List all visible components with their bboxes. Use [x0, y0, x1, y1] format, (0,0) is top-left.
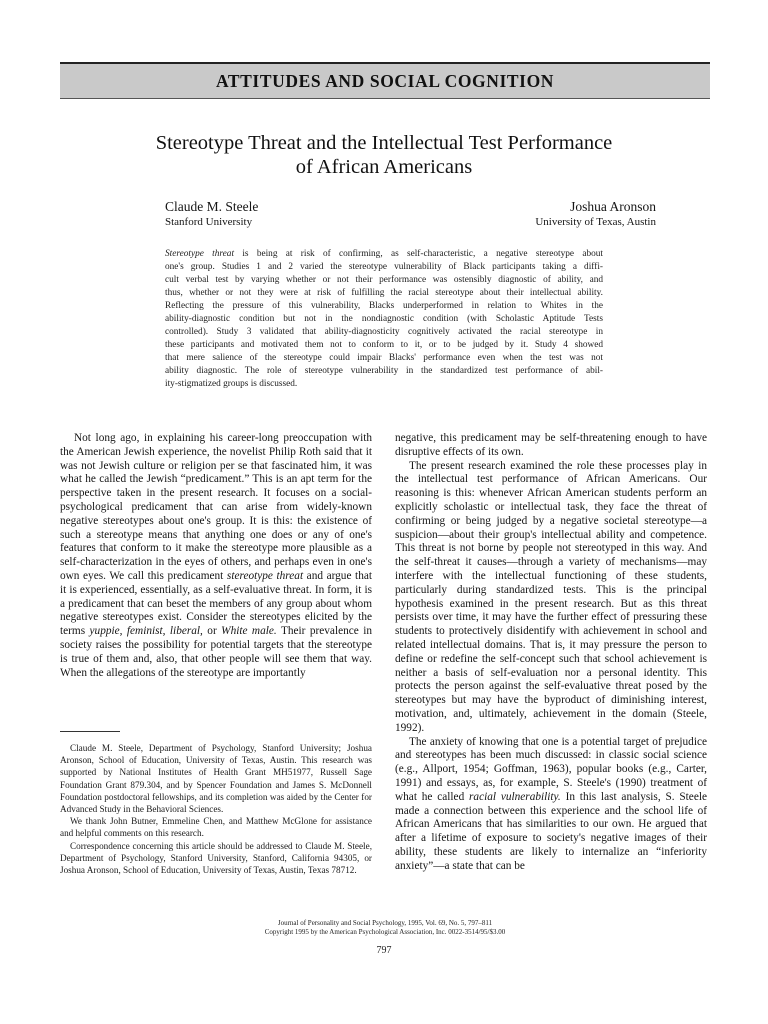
abstract-line: Reflecting the pressure of this vulnerability, Blacks underperformed in relation to Whites in the: [165, 301, 603, 311]
abstract-line: thus, whether or not they were at risk of fulfilling the racial stereotype about their intellectual ability.: [165, 288, 603, 298]
author-affiliation: University of Texas, Austin: [535, 216, 656, 228]
abstract-line: these participants and motivated them not to conform to it, or to be judged by it. Study 4 showed: [165, 340, 603, 350]
emphasis: racial vulnerability.: [469, 790, 561, 803]
footnote: We thank John Butner, Emmeline Chen, and Matthew McGlone for assistance and helpful comments on this research.: [60, 816, 372, 839]
article-title: [60, 131, 708, 179]
author-affiliation: Stanford University: [165, 216, 253, 228]
body-paragraph: The anxiety of knowing that one is a potential target of prejudice and stereotypes has been much discussed: in classic social science (e.g., Allport, 1954; Goffman, 1963), popular books (e.g., Carter, 1991) and essays, as, for example, S. Steele's (1990) treatment of what he called racial vulnerability. In this last analysis, S. Steele made a connection between this experience and the school life of African Americans that has similarities to our own. He argued that after a lifetime of exposure to society's negative images of their ability, these students are likely to internalize an “inferiority anxiety”—a state that can be: [395, 735, 707, 872]
page-number: 797: [376, 945, 392, 956]
abstract-line: ability-diagnostic condition but not in the nondiagnostic condition (with Scholastic Aptitude Tests: [165, 314, 603, 324]
body-paragraph: negative, this predicament may be self-threatening enough to have disruptive effects of its own.: [395, 432, 707, 458]
footnote-divider: [60, 731, 120, 732]
body-column-right: [395, 432, 707, 874]
abstract-line: ity-stigmatized groups is discussed.: [165, 379, 298, 389]
title-line-1: Stereotype Threat and the Intellectual Test Performance: [155, 132, 613, 154]
footnote: Correspondence concerning this article should be addressed to Claude M. Steele, Department of Psychology, Stanford University, Stanford, California 94305, or Joshua Aronson, School of Education, University of Texas, Austin, Texas 78712.: [60, 840, 372, 876]
footnotes: [60, 742, 372, 876]
section-heading: ATTITUDES AND SOCIAL COGNITION: [215, 71, 555, 91]
body-paragraph: Not long ago, in explaining his career-long preoccupation with the American Jewish experience, the novelist Philip Roth said that it was not Jewish culture or religion per se that fascinated him, it was what he called the Jewish “predicament.” This is an apt term for the perspective taken in the present research. It focuses on a social-psychological predicament that can arise from widely-known negative stereotypes about one's group. It is this: the existence of such a stereotype means that anything one does or any of one's features that conform to it make the stereotype more plausible as a self-characterization in the eyes of others, and perhaps even in one's own eyes. We call this predicament stereotype threat and argue that it is experienced, essentially, as a self-evaluative threat. In form, it is a predicament that can beset the members of any group about whom negative stereotypes exist. Consider the stereotypes elicited by the terms yuppie, feminist, liberal, or White male. Their prevalence in society raises the possibility for potential targets that the stereotype is true of them and, also, that other people will see them that way. When the allegations of the stereotype are importantly: [60, 432, 372, 679]
emphasis: stereotype threat: [226, 569, 304, 582]
footnote: Claude M. Steele, Department of Psychology, Stanford University; Joshua Aronson, School of Education, University of Texas, Austin. This research was supported by National Institutes of Health Grant MH51977, Russell Sage Foundation Grant 879.304, and by Spencer Foundation and James S. McDonnell Foundation postdoctoral fellowships, and its completion was aided by the Center for Advanced Study in the Behavioral Sciences.: [60, 743, 372, 815]
abstract-line: that mere salience of the stereotype could impair Blacks' performance even when the test was not: [165, 353, 603, 363]
abstract-line: cult verbal test by varying whether or not their performance was ostensibly diagnostic of ability, and: [165, 275, 603, 285]
body-column-left: [60, 432, 372, 680]
emphasis: White male.: [221, 625, 277, 638]
abstract-line: one's group. Studies 1 and 2 varied the stereotype vulnerability of Black participants taking a diffi-: [165, 262, 603, 272]
author-name: Claude M. Steele: [165, 199, 259, 214]
abstract-term: Stereotype threat: [165, 249, 235, 259]
author-block-2: [535, 199, 656, 229]
body-paragraph: The present research examined the role these processes play in the intellectual test performance of African Americans. Our reasoning is this: whenever African American students perform an explicitly scholastic or intellectual task, they face the threat of confirming or being judged by a negative societal stereotype—a suspicion—about their group's intellectual ability and competence. This threat is not borne by people not stereotyped in this way. And the self-threat it causes—through a variety of mechanisms—may interfere with the intellectual functioning of these students, particularly during standardized tests. This is the principal hypothesis examined in the present research. But as this threat persists over time, it may have the further effect of pressuring these students to protectively disidentify with achievement in school and related intellectual domains. That is, it may pressure the person to define or redefine the self-concept such that school achievement is neither a basis of self-evaluation nor a personal identity. This protects the person against the self-evaluative threat posed by the stereotypes but may have the byproduct of diminishing interest, motivation, and, ultimately, achievement in the domain (Steele, 1992).: [395, 459, 707, 734]
author-block-1: [165, 199, 258, 229]
abstract-line: controlled). Study 3 validated that ability-diagnosticity cognitively activated the racial stereotype in: [165, 327, 603, 337]
author-name: Joshua Aronson: [570, 199, 656, 214]
abstract: [165, 248, 603, 391]
section-banner: [60, 62, 710, 99]
title-line-2: of African Americans: [295, 156, 473, 178]
abstract-line: Stereotype threat is being at risk of confirming, as self-characteristic, a negative stereotype about: [165, 249, 603, 259]
copyright-line: Copyright 1995 by the American Psychological Association, Inc. 0022-3514/95/$3.00: [264, 927, 506, 936]
journal-info: [200, 919, 570, 936]
journal-citation: Journal of Personality and Social Psychology, 1995, Vol. 69, No. 5, 797–811: [277, 919, 493, 927]
abstract-line: ability diagnostic. The role of stereotype vulnerability in the standardized test performance of abil-: [165, 366, 603, 376]
emphasis: yuppie, feminist, liberal,: [89, 625, 203, 638]
